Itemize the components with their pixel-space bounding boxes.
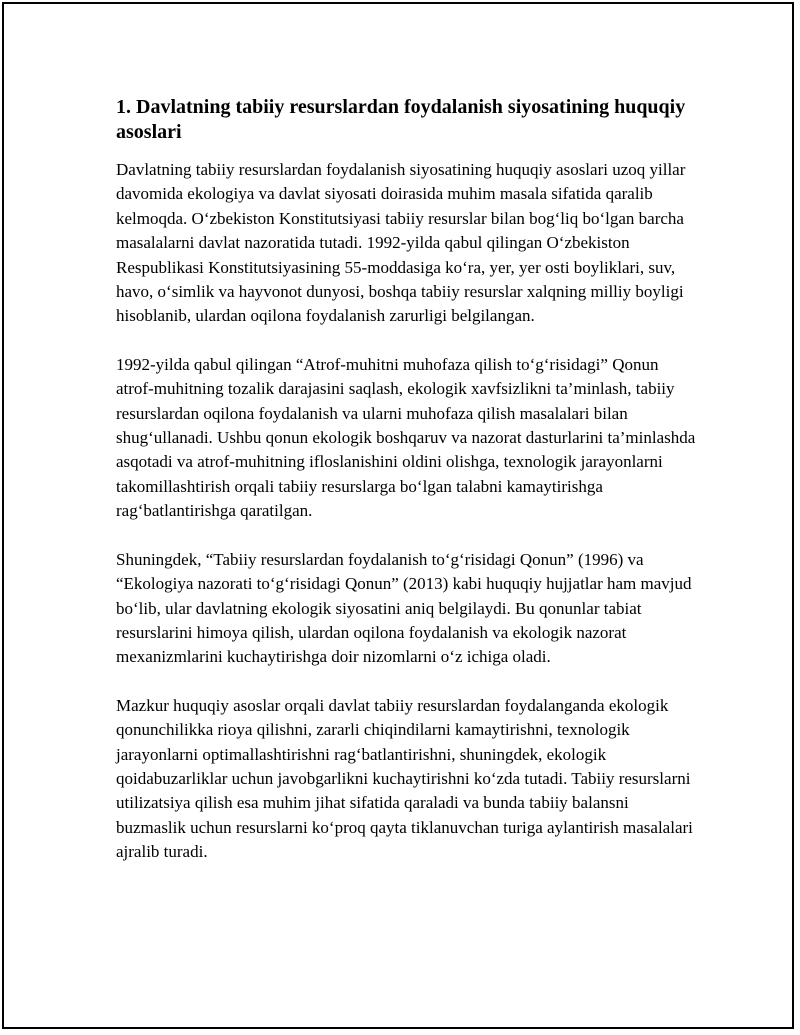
section-heading: 1. Davlatning tabiiy resurslardan foydalanish siyosatining huquqiy asoslari	[116, 96, 686, 143]
paragraph-1: Davlatning tabiiy resurslardan foydalanish siyosatining huquqiy asoslari uzoq yillar davomida ekologiya va davlat siyosati doirasida muhim masala sifatida qaralib kelmoqda. O‘zbekiston Konstitutsiyasi tabiiy resurslar bilan bog‘liq bo‘lgan barcha masalalarni davlat nazoratida tutadi. 1992-yilda qabul qilingan O‘zbekiston Respublikasi Konstitutsiyasining 55-moddasiga ko‘ra, yer, yer osti boyliklari, suv, havo, o‘simlik va hayvonot dunyosi, boshqa tabiiy resurslar xalqning milliy boyligi hisoblanib, ulardan oqilona foydalanish zarurligi belgilangan.	[116, 160, 686, 326]
paragraph-3: Shuningdek, “Tabiiy resurslardan foydalanish to‘g‘risidagi Qonun” (1996) va “Ekologiya nazorati to‘g‘risidagi Qonun” (2013) kabi huquqiy hujjatlar ham mavjud bo‘lib, ular davlatning ekologik siyosatini aniq belgilaydi. Bu qonunlar tabiat resurslarini himoya qilish, ulardan oqilona foydalanish va ekologik nazorat mexanizmlarini kuchaytirishga doir nizomlarni o‘z ichiga oladi.	[116, 549, 692, 667]
paragraph-4: Mazkur huquqiy asoslar orqali davlat tabiiy resurslardan foydalanganda ekologik qonunchilikka rioya qilishni, zararli chiqindilarni kamaytirishni, texnologik jarayonlarni optimallashtirishni rag‘batlantirishni, shuningdek, ekologik qoidabuzarliklar uchun javobgarlikni kuchaytirishni ko‘zda tutadi. Tabiiy resurslarni utilizatsiya qilish esa muhim jihat sifatida qaraladi va bunda tabiiy balansni buzmaslik uchun resurslarni ko‘proq qayta tiklanuvchan turiga aylantirish masalalari ajralib turadi.	[116, 695, 693, 862]
document-body	[116, 95, 696, 889]
paragraph-2: 1992-yilda qabul qilingan “Atrof-muhitni muhofaza qilish to‘g‘risidagi” Qonun atrof-muhitning tozalik darajasini saqlash, ekologik xavfsizlikni ta’minlash, tabiiy resurslardan oqilona foydalanish va ularni muhofaza qilish masalalari bilan shug‘ullanadi. Ushbu qonun ekologik boshqaruv va nazorat dasturlarini ta’minlashda asqotadi va atrof-muhitning ifloslanishini oldini olishga, texnologik jarayonlarni takomillashtirish orqali tabiiy resurslarga bo‘lgan talabni kamaytirishga rag‘batlantirishga qaratilgan.	[116, 354, 696, 521]
